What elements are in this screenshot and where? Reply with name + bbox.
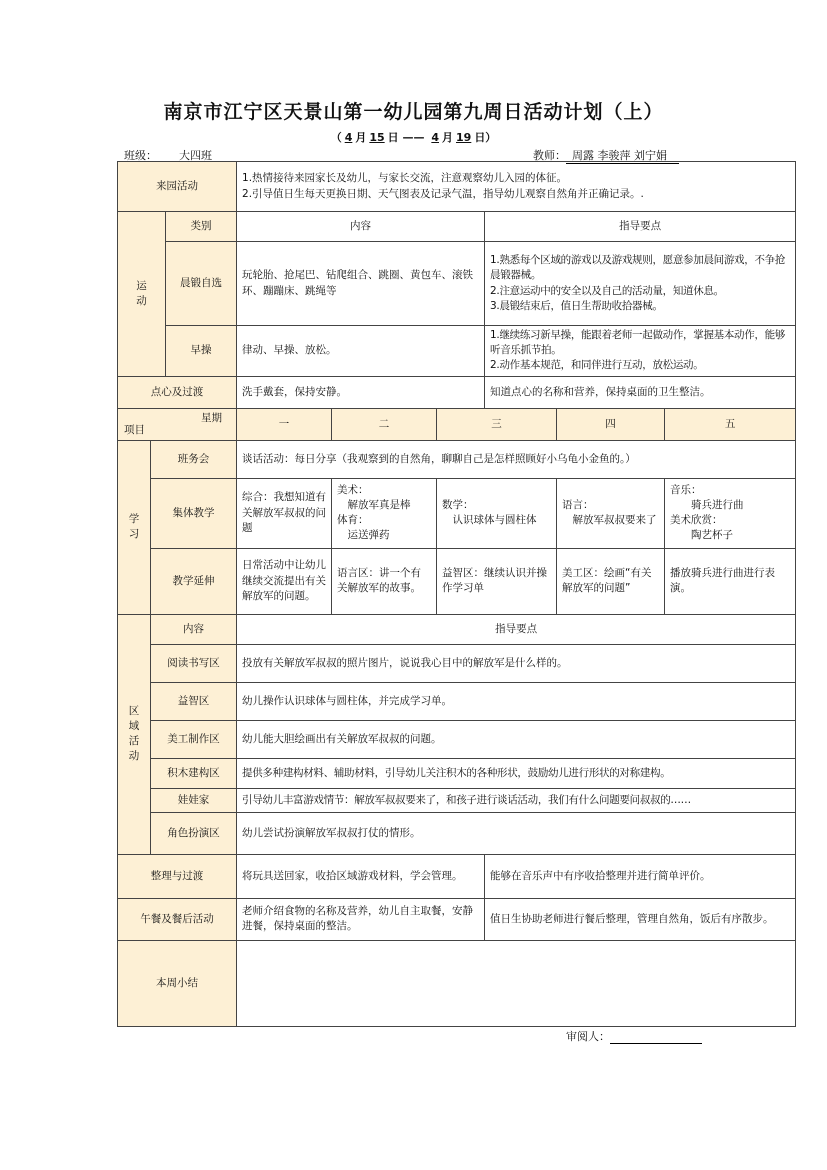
month-char-2: 月 xyxy=(442,131,453,144)
sports-guide-exercise xyxy=(485,326,796,377)
area-guide: 引导幼儿丰富游戏情节：解放军叔叔要来了，和孩子进行谈话活动，我们有什么问题要问叔叔的…… xyxy=(237,788,796,812)
area-name: 阅读书写区 xyxy=(151,644,237,682)
summary-content xyxy=(237,940,796,1026)
study-meeting-row xyxy=(118,440,796,478)
arrival-label: 来园活动 xyxy=(118,162,237,212)
area-name: 角色扮演区 xyxy=(151,812,237,854)
extension-fri: 播放骑兵进行曲进行表演。 xyxy=(665,548,796,614)
end-day: 19 xyxy=(456,131,472,144)
extension-wed: 益智区：继续认识并操作学习单 xyxy=(437,548,557,614)
study-meeting-label: 班务会 xyxy=(151,440,237,478)
teaching-line: 数学： xyxy=(442,498,474,511)
guide-line: 2.注意运动中的安全以及自己的活动量，知道休息。 xyxy=(490,284,724,297)
weekday-top-label: 星期 xyxy=(201,411,223,424)
sports-content-exercise: 律动、早操、放松。 xyxy=(237,326,485,377)
teaching-line: 认识球体与圆柱体 xyxy=(442,514,537,527)
sports-content-morning: 玩轮胎、抢尾巴、钻爬组合、跳圈、黄包车、滚铁环、蹦蹦床、跳绳等 xyxy=(237,242,485,326)
tidy-label: 整理与过渡 xyxy=(118,854,237,898)
weekday-mon: 一 xyxy=(237,408,332,440)
snack-content: 洗手戴套，保持安静。 xyxy=(237,376,485,408)
sports-content-header: 内容 xyxy=(237,212,485,242)
class-value: 大四班 xyxy=(157,147,233,164)
end-month: 4 xyxy=(431,131,439,144)
summary-label: 本周小结 xyxy=(118,940,237,1026)
teaching-thu xyxy=(557,478,665,548)
sports-row-morning xyxy=(118,242,796,326)
teacher-value: 周露 李骏萍 刘宁娟 xyxy=(566,147,679,164)
teaching-fri xyxy=(665,478,796,548)
class-label: 班级： xyxy=(124,149,157,162)
study-extension-row xyxy=(118,548,796,614)
date-dash: —— xyxy=(402,131,425,144)
arrival-content xyxy=(237,162,796,212)
teaching-line: 骑兵进行曲 xyxy=(670,498,744,511)
area-row xyxy=(118,788,796,812)
date-close: 日） xyxy=(474,131,497,144)
day-char: 日 xyxy=(387,131,399,144)
teaching-line: 综合：我想知道有关解放军叔叔的问题 xyxy=(242,491,327,534)
weekday-corner xyxy=(118,408,237,440)
guide-line: 3.晨锻结束后，值日生帮助收拾器械。 xyxy=(490,299,663,312)
sports-row-exercise xyxy=(118,326,796,377)
reviewer-label: 审阅人： xyxy=(566,1030,610,1043)
sports-category-header: 类别 xyxy=(166,212,237,242)
area-guide: 投放有关解放军叔叔的照片图片，说说我心目中的解放军是什么样的。 xyxy=(237,644,796,682)
teaching-wed xyxy=(437,478,557,548)
sports-guide-morning xyxy=(485,242,796,326)
arrival-row xyxy=(118,162,796,212)
lunch-content: 老师介绍食物的名称及营养，幼儿自主取餐，安静进餐，保持桌面的整洁。 xyxy=(237,898,485,940)
area-row xyxy=(118,812,796,854)
study-label: 学 习 xyxy=(118,440,151,614)
teaching-line: 美术： xyxy=(337,483,369,496)
study-teaching-row xyxy=(118,478,796,548)
reviewer-signature-line xyxy=(610,1031,702,1044)
study-teaching-label: 集体教学 xyxy=(151,478,237,548)
weekday-thu: 四 xyxy=(557,408,665,440)
area-guide: 提供多种建构材料、辅助材料，引导幼儿关注积木的各种形状，鼓励幼儿进行形状的对称建构。 xyxy=(237,758,796,788)
teaching-line: 美术欣赏： xyxy=(670,514,723,527)
lunch-row xyxy=(118,898,796,940)
snack-guide: 知道点心的名称和营养，保持桌面的卫生整洁。 xyxy=(485,376,796,408)
arrival-line-1: 1.热情接待来园家长及幼儿，与家长交流，注意观察幼儿入园的体征。 xyxy=(242,172,568,185)
weekday-tue: 二 xyxy=(332,408,437,440)
summary-row xyxy=(118,940,796,1026)
tidy-guide: 能够在音乐声中有序收拾整理并进行简单评价。 xyxy=(485,854,796,898)
page-title: 南京市江宁区天景山第一幼儿园第九周日活动计划（上） xyxy=(163,101,664,123)
sports-label: 运 动 xyxy=(118,212,166,377)
tidy-row xyxy=(118,854,796,898)
extension-mon: 日常活动中让幼儿继续交流提出有关解放军的问题。 xyxy=(237,548,332,614)
sports-category-morning: 晨锻自选 xyxy=(166,242,237,326)
teaching-mon xyxy=(237,478,332,548)
start-day: 15 xyxy=(369,131,385,144)
weekday-bottom-label: 项目 xyxy=(124,424,145,437)
area-row xyxy=(118,644,796,682)
guide-line: 1.熟悉每个区域的游戏以及游戏规则，愿意参加晨间游戏，不争抢晨锻器械。 xyxy=(490,254,786,282)
area-row xyxy=(118,682,796,720)
arrival-line-2: 2.引导值日生每天更换日期、天气图表及记录气温，指导幼儿观察自然角并正确记录。. xyxy=(242,187,644,200)
snack-row xyxy=(118,376,796,408)
tidy-content: 将玩具送回家，收拾区域游戏材料，学会管理。 xyxy=(237,854,485,898)
sports-guide-header: 指导要点 xyxy=(485,212,796,242)
lunch-guide: 值日生协助老师进行餐后整理，管理自然角，饭后有序散步。 xyxy=(485,898,796,940)
study-meeting-content: 谈话活动：每日分享（我观察到的自然角，聊聊自己是怎样照顾好小乌龟小金鱼的。） xyxy=(237,440,796,478)
month-char: 月 xyxy=(355,131,367,144)
reviewer xyxy=(566,1028,702,1044)
extension-tue: 语言区：讲一个有关解放军的故事。 xyxy=(332,548,437,614)
areas-header-row xyxy=(118,614,796,644)
teaching-line: 解放军叔叔要来了 xyxy=(562,514,657,527)
lunch-label: 午餐及餐后活动 xyxy=(118,898,237,940)
area-name: 积木建构区 xyxy=(151,758,237,788)
area-row xyxy=(118,720,796,758)
area-guide: 幼儿尝试扮演解放军叔叔打仗的情形。 xyxy=(237,812,796,854)
date-open: （ xyxy=(330,131,342,144)
weekday-fri: 五 xyxy=(665,408,796,440)
date-range xyxy=(0,129,827,145)
areas-content-header: 内容 xyxy=(151,614,237,644)
sports-category-exercise: 早操 xyxy=(166,326,237,377)
area-row xyxy=(118,758,796,788)
extension-thu: 美工区：绘画“有关解放军的问题” xyxy=(557,548,665,614)
snack-label: 点心及过渡 xyxy=(118,376,237,408)
area-guide: 幼儿能大胆绘画出有关解放军叔叔的问题。 xyxy=(237,720,796,758)
teaching-line: 解放军真是棒 xyxy=(337,498,411,511)
guide-line: 1.继续练习新早操，能跟着老师一起做动作，掌握基本动作，能够听音乐抓节拍。 xyxy=(490,329,786,357)
teaching-line: 音乐： xyxy=(670,483,702,496)
area-name: 益智区 xyxy=(151,682,237,720)
study-extension-label: 教学延伸 xyxy=(151,548,237,614)
teaching-line: 运送弹药 xyxy=(337,529,390,542)
area-name: 美工制作区 xyxy=(151,720,237,758)
guide-line: 2.动作基本规范，和同伴进行互动，放松运动。 xyxy=(490,359,704,372)
teaching-line: 陶艺杯子 xyxy=(670,529,734,542)
teaching-line: 体育： xyxy=(337,514,369,527)
teacher-label: 教师： xyxy=(533,149,566,162)
weekday-wed: 三 xyxy=(437,408,557,440)
start-month: 4 xyxy=(344,131,353,144)
area-guide: 幼儿操作认识球体与圆柱体，并完成学习单。 xyxy=(237,682,796,720)
areas-guide-header: 指导要点 xyxy=(237,614,796,644)
area-name: 娃娃家 xyxy=(151,788,237,812)
teaching-tue xyxy=(332,478,437,548)
weekday-header-row xyxy=(118,408,796,440)
sports-header-row xyxy=(118,212,796,242)
teaching-line: 语言： xyxy=(562,498,594,511)
plan-table xyxy=(117,161,796,1027)
areas-label: 区 域 活 动 xyxy=(118,614,151,854)
